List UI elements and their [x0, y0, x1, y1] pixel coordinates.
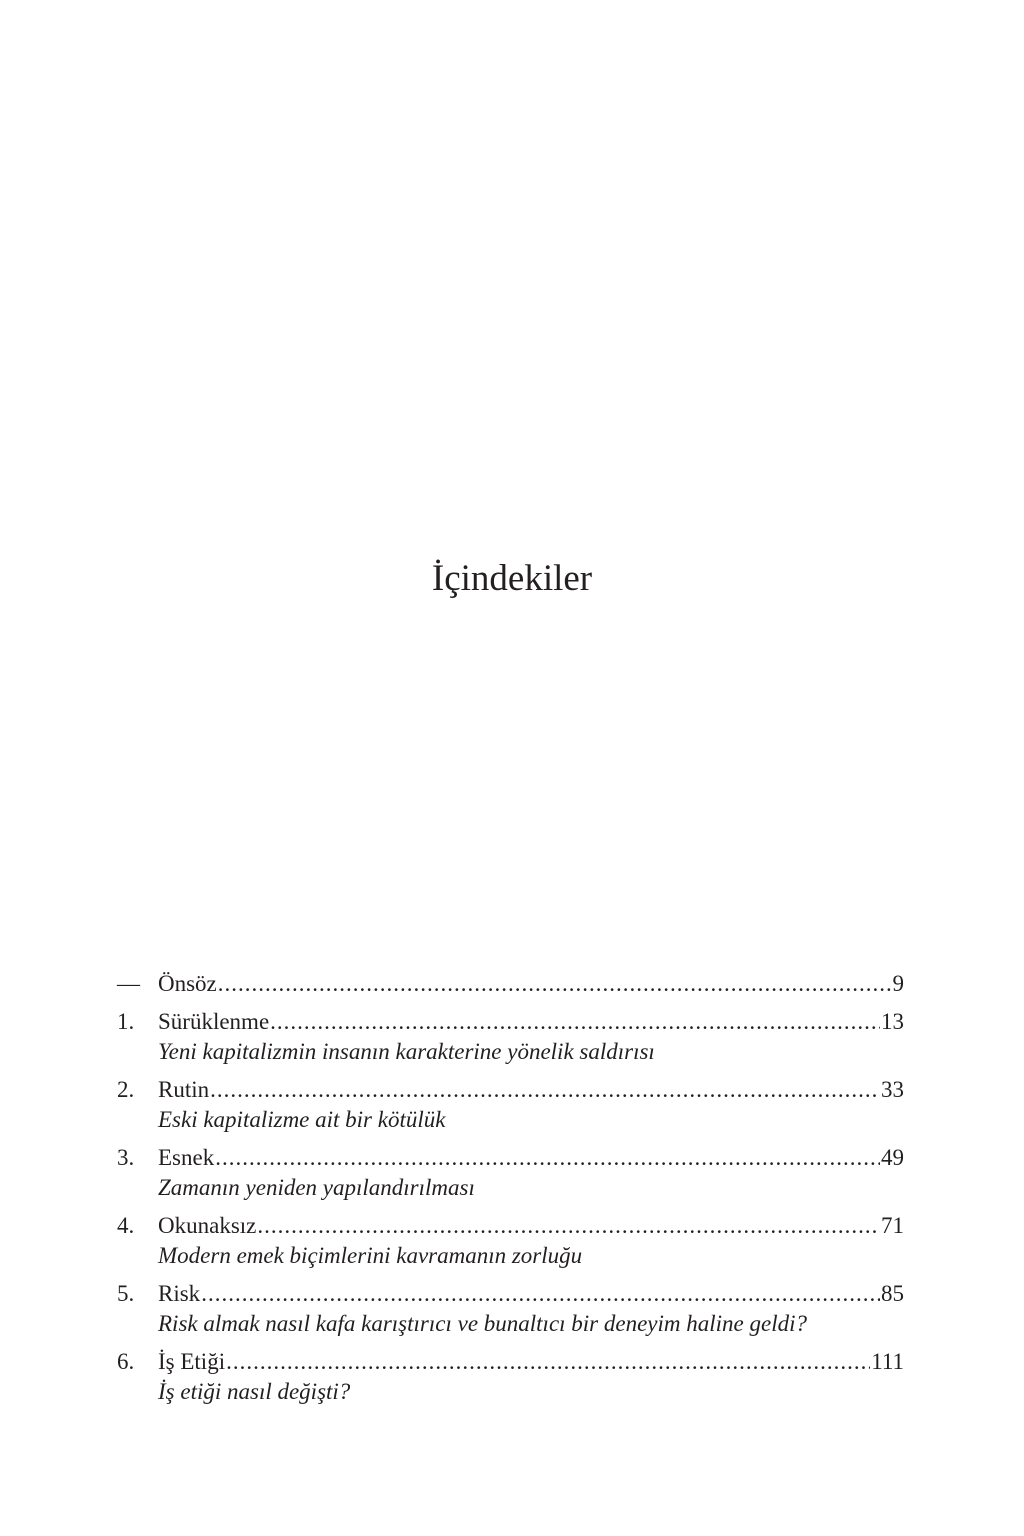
toc-entry-number: 5.	[117, 1281, 135, 1306]
dot-leader	[226, 1347, 870, 1377]
dot-leader	[201, 1279, 880, 1309]
toc-entry-label: Sürüklenme	[158, 1007, 270, 1037]
toc-entry-4	[117, 1211, 904, 1271]
toc-entry-label: Okunaksız	[158, 1211, 257, 1241]
toc-entry-label: Rutin	[158, 1075, 210, 1105]
toc-entry-1	[117, 1007, 904, 1067]
toc-entry-subtitle: Risk almak nasıl kafa karıştırıcı ve bunaltıcı bir deneyim haline geldi?	[158, 1311, 807, 1336]
toc-entry-number: 4.	[117, 1213, 135, 1238]
toc-entry-page: 111	[871, 1349, 904, 1374]
toc-entry-subtitle: İş etiği nasıl değişti?	[158, 1379, 351, 1404]
dot-leader	[215, 1143, 880, 1173]
toc-entry-label: Risk	[158, 1279, 201, 1309]
toc-entry-subtitle: Zamanın yeniden yapılandırılması	[158, 1175, 475, 1200]
toc-entry-6	[117, 1347, 904, 1407]
dot-leader	[218, 969, 892, 999]
table-of-contents	[117, 969, 904, 1415]
toc-entry-page: 13	[881, 1009, 904, 1034]
toc-entry-3	[117, 1143, 904, 1203]
toc-entry-2	[117, 1075, 904, 1135]
page-title: İçindekiler	[431, 558, 593, 599]
toc-entry-5	[117, 1279, 904, 1339]
toc-entry-label: Esnek	[158, 1143, 215, 1173]
toc-entry-number: 6.	[117, 1349, 135, 1374]
toc-entry-subtitle: Modern emek biçimlerini kavramanın zorluğu	[158, 1243, 583, 1268]
toc-entry-page: 9	[892, 971, 904, 996]
dot-leader	[270, 1007, 880, 1037]
toc-entry-label: İş Etiği	[158, 1347, 226, 1377]
toc-entry-page: 85	[881, 1281, 904, 1306]
toc-entry-number: 3.	[117, 1145, 135, 1170]
toc-entry-page: 49	[881, 1145, 904, 1170]
toc-entry-number: —	[117, 971, 140, 996]
toc-entry-number: 1.	[117, 1009, 135, 1034]
toc-entry-number: 2.	[117, 1077, 135, 1102]
toc-entry-page: 33	[881, 1077, 904, 1102]
toc-entry-label: Önsöz	[158, 969, 218, 999]
toc-entry-preface	[117, 969, 904, 999]
toc-entry-page: 71	[881, 1213, 904, 1238]
toc-entry-subtitle: Eski kapitalizme ait bir kötülük	[158, 1107, 446, 1132]
dot-leader	[257, 1211, 880, 1241]
toc-entry-subtitle: Yeni kapitalizmin insanın karakterine yönelik saldırısı	[158, 1039, 655, 1064]
dot-leader	[210, 1075, 880, 1105]
